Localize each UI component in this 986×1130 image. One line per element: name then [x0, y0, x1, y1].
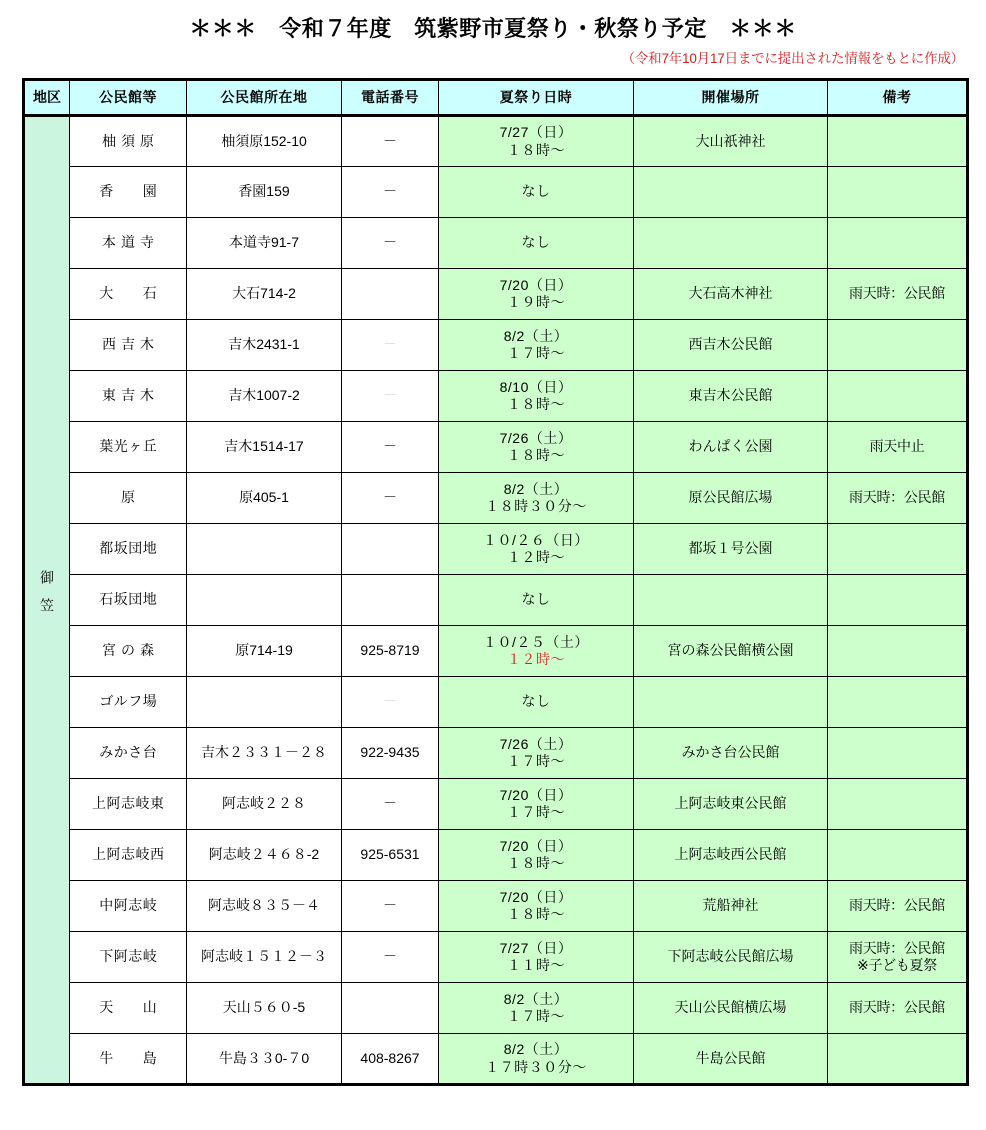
- festival-datetime-cell: [439, 677, 634, 728]
- phone-number-cell: [342, 422, 439, 473]
- festival-datetime-cell: [439, 728, 634, 779]
- venue-cell: 上阿志岐東公民館: [634, 779, 828, 830]
- phone-number-cell: [342, 932, 439, 983]
- hall-name-cell: 本道寺: [70, 218, 187, 269]
- hall-address-cell: 原405-1: [187, 473, 342, 524]
- hall-address-cell: [187, 524, 342, 575]
- festival-date: 8/10（日）: [499, 378, 573, 395]
- remarks-cell: [828, 830, 968, 881]
- remarks-cell: [828, 728, 968, 779]
- phone-number-cell: [342, 1034, 439, 1085]
- phone-number-cell: [342, 524, 439, 575]
- festival-time: １７時〜: [507, 753, 565, 769]
- festival-date: 8/2（土）: [503, 480, 569, 497]
- page-title: ＊＊＊ 令和７年度 筑紫野市夏祭り・秋祭り予定 ＊＊＊: [189, 16, 797, 41]
- remarks-cell: [828, 167, 968, 218]
- hall-name-cell: 上阿志岐西: [70, 830, 187, 881]
- festival-date: 7/27（日）: [499, 124, 573, 140]
- festival-date: 8/2（土）: [503, 990, 569, 1007]
- table-row: [24, 932, 968, 983]
- header-row: [24, 80, 968, 116]
- festival-time: １７時３０分〜: [485, 1058, 587, 1075]
- hall-name-cell: 下阿志岐: [70, 932, 187, 983]
- phone-number-value: －: [383, 387, 397, 404]
- remarks-cell: [828, 1034, 968, 1085]
- phone-number-cell: [342, 626, 439, 677]
- venue-cell: 西吉木公民館: [634, 320, 828, 371]
- festival-datetime-cell: [439, 473, 634, 524]
- phone-number-value: 408-8267: [360, 1049, 420, 1066]
- hall-address-cell: 阿志岐８３５－４: [187, 881, 342, 932]
- venue-cell: [634, 218, 828, 269]
- venue-cell: 下阿志岐公民館広場: [634, 932, 828, 983]
- phone-number-cell: [342, 320, 439, 371]
- creation-note: （令和7年10月17日までに提出された情報をもとに作成）: [621, 51, 964, 67]
- hall-name-cell: 原: [70, 473, 187, 524]
- district-label: 御笠: [39, 569, 55, 626]
- hall-address-cell: 吉木1007-2: [187, 371, 342, 422]
- festival-date: 7/20（日）: [499, 888, 573, 905]
- column-header-phone: 電話番号: [342, 80, 439, 116]
- festival-datetime-cell: [439, 983, 634, 1034]
- hall-address-cell: 天山５６０-5: [187, 983, 342, 1034]
- venue-cell: [634, 167, 828, 218]
- festival-time: １８時〜: [507, 855, 565, 871]
- hall-name-cell: 西吉木: [70, 320, 187, 371]
- phone-number-cell: [342, 218, 439, 269]
- table-row: [24, 1034, 968, 1085]
- hall-address-cell: 阿志岐２４６８-2: [187, 830, 342, 881]
- festival-datetime-cell: [439, 626, 634, 677]
- title-block: [0, 0, 986, 68]
- festival-date: 8/2（土）: [503, 327, 569, 344]
- phone-number-cell: [342, 779, 439, 830]
- column-header-datetime: 夏祭り日時: [439, 80, 634, 116]
- phone-number-cell: [342, 881, 439, 932]
- phone-number-value: －: [383, 795, 397, 812]
- festival-date: 7/27（日）: [499, 939, 573, 956]
- venue-cell: [634, 575, 828, 626]
- hall-name-cell: 石坂団地: [70, 575, 187, 626]
- phone-number-value: －: [383, 183, 397, 200]
- festival-date: １０/２６（日）: [483, 531, 589, 548]
- hall-address-cell: 吉木1514-17: [187, 422, 342, 473]
- phone-number-value: 925-6531: [360, 846, 420, 863]
- remarks-cell: [828, 677, 968, 728]
- festival-time: １７時〜: [507, 345, 565, 361]
- festival-datetime-cell: [439, 269, 634, 320]
- hall-address-cell: 阿志岐１５１２－３: [187, 932, 342, 983]
- district-cell: [24, 116, 70, 1085]
- festival-datetime-cell: [439, 218, 634, 269]
- phone-number-cell: [342, 830, 439, 881]
- remarks-cell: [828, 473, 968, 524]
- remarks-cell: [828, 881, 968, 932]
- remarks-cell: [828, 575, 968, 626]
- hall-address-cell: 吉木２３３１－２８: [187, 728, 342, 779]
- festival-date: 7/20（日）: [499, 276, 573, 293]
- table-row: [24, 116, 968, 167]
- phone-number-cell: [342, 473, 439, 524]
- table-row: [24, 983, 968, 1034]
- festival-time: １１時〜: [507, 957, 565, 973]
- festival-time: １８時〜: [507, 906, 565, 922]
- festival-datetime-cell: [439, 320, 634, 371]
- remarks-line-1: 雨天中止: [869, 438, 925, 455]
- festival-datetime-cell: [439, 881, 634, 932]
- festival-datetime-cell: [439, 932, 634, 983]
- venue-cell: みかさ台公民館: [634, 728, 828, 779]
- column-header-note: 備考: [828, 80, 968, 116]
- festival-date: １０/２５（土）: [483, 633, 589, 650]
- table-row: [24, 830, 968, 881]
- festival-datetime-cell: [439, 167, 634, 218]
- remarks-cell: [828, 371, 968, 422]
- table-row: [24, 728, 968, 779]
- hall-address-cell: 牛島３３0-７0: [187, 1034, 342, 1085]
- hall-address-cell: 原714-19: [187, 626, 342, 677]
- venue-cell: 牛島公民館: [634, 1034, 828, 1085]
- phone-number-value: －: [383, 438, 397, 455]
- table-header: [24, 80, 968, 116]
- table-row: [24, 524, 968, 575]
- hall-name-cell: 柚須原: [70, 116, 187, 167]
- festival-time: １２時〜: [507, 549, 565, 565]
- hall-name-cell: 葉光ヶ丘: [70, 422, 187, 473]
- phone-number-cell: [342, 728, 439, 779]
- remarks-cell: [828, 524, 968, 575]
- table-row: [24, 422, 968, 473]
- table-row: [24, 626, 968, 677]
- hall-name-cell: 都坂団地: [70, 524, 187, 575]
- venue-cell: わんぱく公園: [634, 422, 828, 473]
- phone-number-cell: [342, 371, 439, 422]
- hall-address-cell: 大石714-2: [187, 269, 342, 320]
- hall-name-cell: 天 山: [70, 983, 187, 1034]
- festival-datetime-cell: [439, 116, 634, 167]
- hall-name-cell: 東吉木: [70, 371, 187, 422]
- phone-number-value: －: [383, 897, 397, 914]
- column-header-address: 公民館所在地: [187, 80, 342, 116]
- hall-address-cell: 吉木2431-1: [187, 320, 342, 371]
- venue-cell: 都坂１号公園: [634, 524, 828, 575]
- festival-time: １９時〜: [507, 294, 565, 310]
- hall-name-cell: 上阿志岐東: [70, 779, 187, 830]
- festival-schedule-table: [22, 78, 969, 1086]
- phone-number-cell: [342, 677, 439, 728]
- remarks-cell: [828, 218, 968, 269]
- hall-name-cell: ゴルフ場: [70, 677, 187, 728]
- remarks-cell: [828, 320, 968, 371]
- festival-datetime-cell: [439, 422, 634, 473]
- remarks-cell: [828, 932, 968, 983]
- phone-number-value: 925-8719: [360, 642, 420, 659]
- festival-date: なし: [521, 693, 551, 710]
- hall-name-cell: みかさ台: [70, 728, 187, 779]
- schedule-table-container: [22, 78, 966, 1086]
- table-row: [24, 167, 968, 218]
- table-row: [24, 320, 968, 371]
- hall-name-cell: 大 石: [70, 269, 187, 320]
- phone-number-value: －: [383, 489, 397, 506]
- hall-address-cell: 柚須原152-10: [187, 116, 342, 167]
- phone-number-cell: [342, 167, 439, 218]
- table-row: [24, 473, 968, 524]
- festival-time: １２時〜: [507, 651, 565, 667]
- venue-cell: 原公民館広場: [634, 473, 828, 524]
- hall-address-cell: 香園159: [187, 167, 342, 218]
- festival-date: 7/20（日）: [499, 786, 573, 803]
- festival-date: なし: [521, 234, 551, 251]
- phone-number-value: －: [383, 336, 397, 353]
- phone-number-cell: [342, 116, 439, 167]
- festival-date: 7/26（土）: [499, 429, 573, 446]
- remarks-cell: [828, 983, 968, 1034]
- remarks-line-1: 雨天時：公民館: [849, 999, 945, 1016]
- table-row: [24, 677, 968, 728]
- remarks-cell: [828, 269, 968, 320]
- festival-date: 7/26（土）: [499, 735, 573, 752]
- hall-address-cell: 本道寺91-7: [187, 218, 342, 269]
- phone-number-cell: [342, 575, 439, 626]
- subtitle-row: [0, 41, 986, 68]
- hall-name-cell: 牛 島: [70, 1034, 187, 1085]
- remarks-line-1: 雨天時：公民館: [849, 285, 945, 302]
- column-header-hall: 公民館等: [70, 80, 187, 116]
- festival-time: １８時３０分〜: [485, 498, 587, 514]
- festival-date: 8/2（土）: [503, 1041, 569, 1057]
- hall-name-cell: 中阿志岐: [70, 881, 187, 932]
- hall-address-cell: 阿志岐２２８: [187, 779, 342, 830]
- table-row: [24, 371, 968, 422]
- venue-cell: 荒船神社: [634, 881, 828, 932]
- festival-time: １７時〜: [507, 1008, 565, 1024]
- festival-datetime-cell: [439, 830, 634, 881]
- column-header-district: 地区: [24, 80, 70, 116]
- remarks-line-1: 雨天時：公民館: [849, 489, 945, 506]
- festival-date: なし: [521, 591, 551, 608]
- remarks-line-1: 雨天時：公民館: [849, 897, 945, 914]
- column-header-venue: 開催場所: [634, 80, 828, 116]
- festival-time: １８時〜: [507, 141, 565, 158]
- venue-cell: 天山公民館横広場: [634, 983, 828, 1034]
- hall-name-cell: 香 園: [70, 167, 187, 218]
- phone-number-value: －: [383, 948, 397, 965]
- hall-name-cell: 宮の森: [70, 626, 187, 677]
- venue-cell: 大山祇神社: [634, 116, 828, 167]
- remarks-cell: [828, 779, 968, 830]
- festival-datetime-cell: [439, 779, 634, 830]
- remarks-cell: [828, 422, 968, 473]
- phone-number-cell: [342, 983, 439, 1034]
- festival-date: なし: [521, 183, 551, 200]
- table-row: [24, 779, 968, 830]
- table-row: [24, 881, 968, 932]
- venue-cell: 宮の森公民館横公園: [634, 626, 828, 677]
- remarks-line-1: 雨天時：公民館: [849, 939, 945, 956]
- venue-cell: 大石高木神社: [634, 269, 828, 320]
- remarks-cell: [828, 116, 968, 167]
- phone-number-cell: [342, 269, 439, 320]
- remarks-cell: [828, 626, 968, 677]
- venue-cell: [634, 677, 828, 728]
- festival-time: １８時〜: [507, 447, 565, 463]
- phone-number-value: －: [383, 234, 397, 251]
- hall-address-cell: [187, 677, 342, 728]
- table-row: [24, 269, 968, 320]
- phone-number-value: －: [383, 132, 397, 149]
- venue-cell: 上阿志岐西公民館: [634, 830, 828, 881]
- phone-number-value: 922-9435: [360, 744, 420, 761]
- remarks-line-2: ※子ども夏祭: [857, 957, 937, 973]
- table-row: [24, 218, 968, 269]
- hall-address-cell: [187, 575, 342, 626]
- phone-number-value: －: [383, 693, 397, 710]
- festival-datetime-cell: [439, 524, 634, 575]
- festival-time: １７時〜: [507, 804, 565, 820]
- festival-date: 7/20（日）: [499, 837, 573, 854]
- festival-datetime-cell: [439, 575, 634, 626]
- festival-datetime-cell: [439, 1034, 634, 1085]
- venue-cell: 東吉木公民館: [634, 371, 828, 422]
- festival-datetime-cell: [439, 371, 634, 422]
- festival-time: １８時〜: [507, 396, 565, 412]
- table-body: [24, 116, 968, 1085]
- table-row: [24, 575, 968, 626]
